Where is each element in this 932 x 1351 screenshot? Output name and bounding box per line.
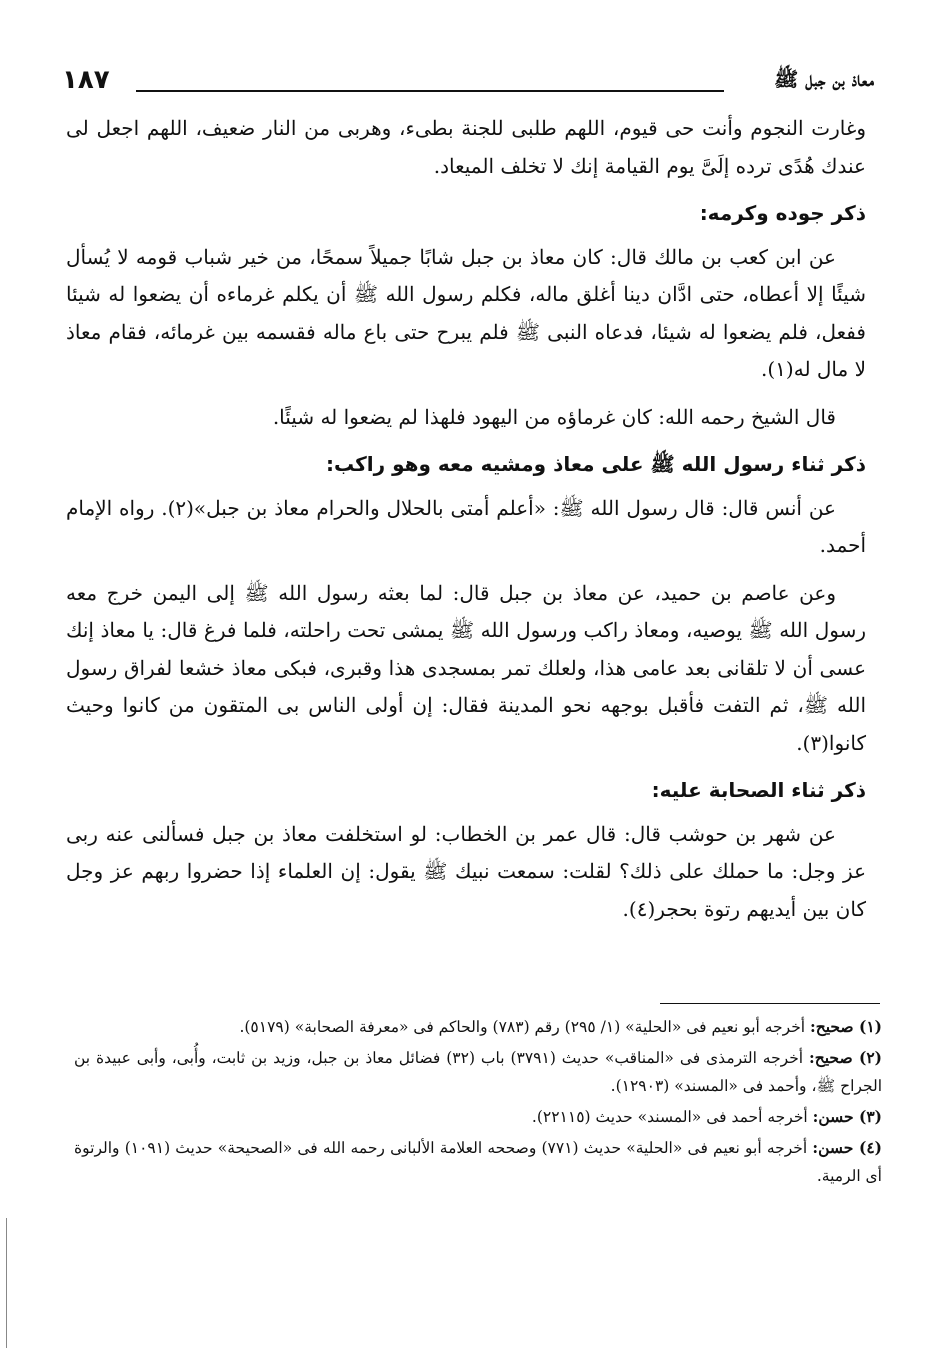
page-header <box>62 62 874 102</box>
footnote-label: (٣) حسن: <box>812 1107 882 1126</box>
page-number: ١٨٧ <box>62 65 110 95</box>
section-heading: ذكر ثناء رسول الله ﷺ على معاذ ومشيه معه وهو راكب: <box>325 452 866 476</box>
footnote-rule <box>660 1003 880 1004</box>
paragraph: وغارت النجوم وأنت حى قيوم، اللهم طلبى للجنة بطىء، وهربى من النار ضعيف، اللهم اجعل لى عندك هُدًى ترده إلَىَّ يوم القيامة إنك لا تخلف الميعاد. <box>66 116 866 178</box>
paragraph: عن شهر بن حوشب قال: قال عمر بن الخطاب: لو استخلفت معاذ بن جبل فسألنى عنه ربى عز وجل: ما حملك على ذلك؟ لقلت: سمعت نبيك ﷺ يقول: إن العلماء إذا حضروا ربهم عز وجل كان بين أيديهم رتوة بحجر(٤). <box>66 821 866 921</box>
section-heading: ذكر ثناء الصحابة عليه: <box>651 778 866 802</box>
footnote-text: أخرجه أحمد فى «المسند» حديث (٢٢١١٥). <box>531 1108 808 1126</box>
scan-edge-mark <box>6 1218 7 1348</box>
paragraph: وعن عاصم بن حميد، عن معاذ بن جبل قال: لما بعثه رسول الله ﷺ إلى اليمن خرج معه رسول الله ﷺ يوصيه، ومعاذ راكب ورسول الله ﷺ يمشى تحت راحلته، فلما فرغ قال: يا معاذ إنك عسى أن لا تلقانى بعد عامى هذا، ولعلك تمر بمسجدى هذا وقبرى، فبكى معاذ خشعا لفراق رسول الله ﷺ، ثم التفت فأقبل بوجهه نحو المدينة فقال: إن أولى الناس بى المتقون من كانوا وحيث كانوا(٣). <box>66 580 866 755</box>
paragraph: عن ابن كعب بن مالك قال: كان معاذ بن جبل شابًا جميلاً سمحًا، من خير شباب قومه لا يُسأل شيئًا إلا أعطاه، حتى ادَّان دينا أغلق ماله، فكلم رسول الله ﷺ أن يكلم غرماءه أن يضعوا له شيئا ففعل، فلم يضعوا له شيئا، فدعاه النبى ﷺ فلم يبرح حتى باع ماله فقسمه بين غرمائه، فقام معاذ لا مال له(١). <box>66 244 866 381</box>
footnote <box>74 1134 882 1190</box>
footnote <box>74 1103 882 1131</box>
footnote-label: (٢) صحيح: <box>809 1048 882 1067</box>
footnotes <box>74 1013 882 1193</box>
main-text <box>66 110 866 938</box>
footnote-text: أخرجه أبو نعيم فى «الحلية» (١/ ٢٩٥) رقم (٧٨٣) والحاكم فى «معرفة الصحابة» (٥١٧٩). <box>239 1018 806 1036</box>
running-title: معاذ بن جبل ﷺ <box>774 67 874 91</box>
paragraph: قال الشيخ رحمه الله: كان غرماؤه من اليهود فلهذا لم يضعوا له شيئًا. <box>272 404 836 429</box>
footnote <box>74 1044 882 1100</box>
section-heading: ذكر جوده وكرمه: <box>699 201 866 225</box>
footnote-label: (١) صحيح: <box>810 1017 882 1036</box>
paragraph: عن أنس قال: قال رسول الله ﷺ: «أعلم أمتى بالحلال والحرام معاذ بن جبل»(٢). رواه الإمام أحمد. <box>66 495 866 557</box>
header-rule <box>136 90 724 92</box>
footnote-text: أخرجه أبو نعيم فى «الحلية» حديث (٧٧١) وصححه العلامة الألبانى رحمه الله فى «الصحيحة» حديث (١٠٩١) والرتوة أى الرمية. <box>74 1139 882 1185</box>
footnote <box>74 1013 882 1041</box>
footnote-text: أخرجه الترمذى فى «المناقب» حديث (٣٧٩١) باب (٣٢) فضائل معاذ بن جبل، وزيد بن ثابت، وأُبى، وأبى عبيدة بن الجراح ﷺ، وأحمد فى «المسند» (١٢٩٠٣). <box>74 1049 882 1095</box>
footnote-label: (٤) حسن: <box>812 1138 882 1157</box>
